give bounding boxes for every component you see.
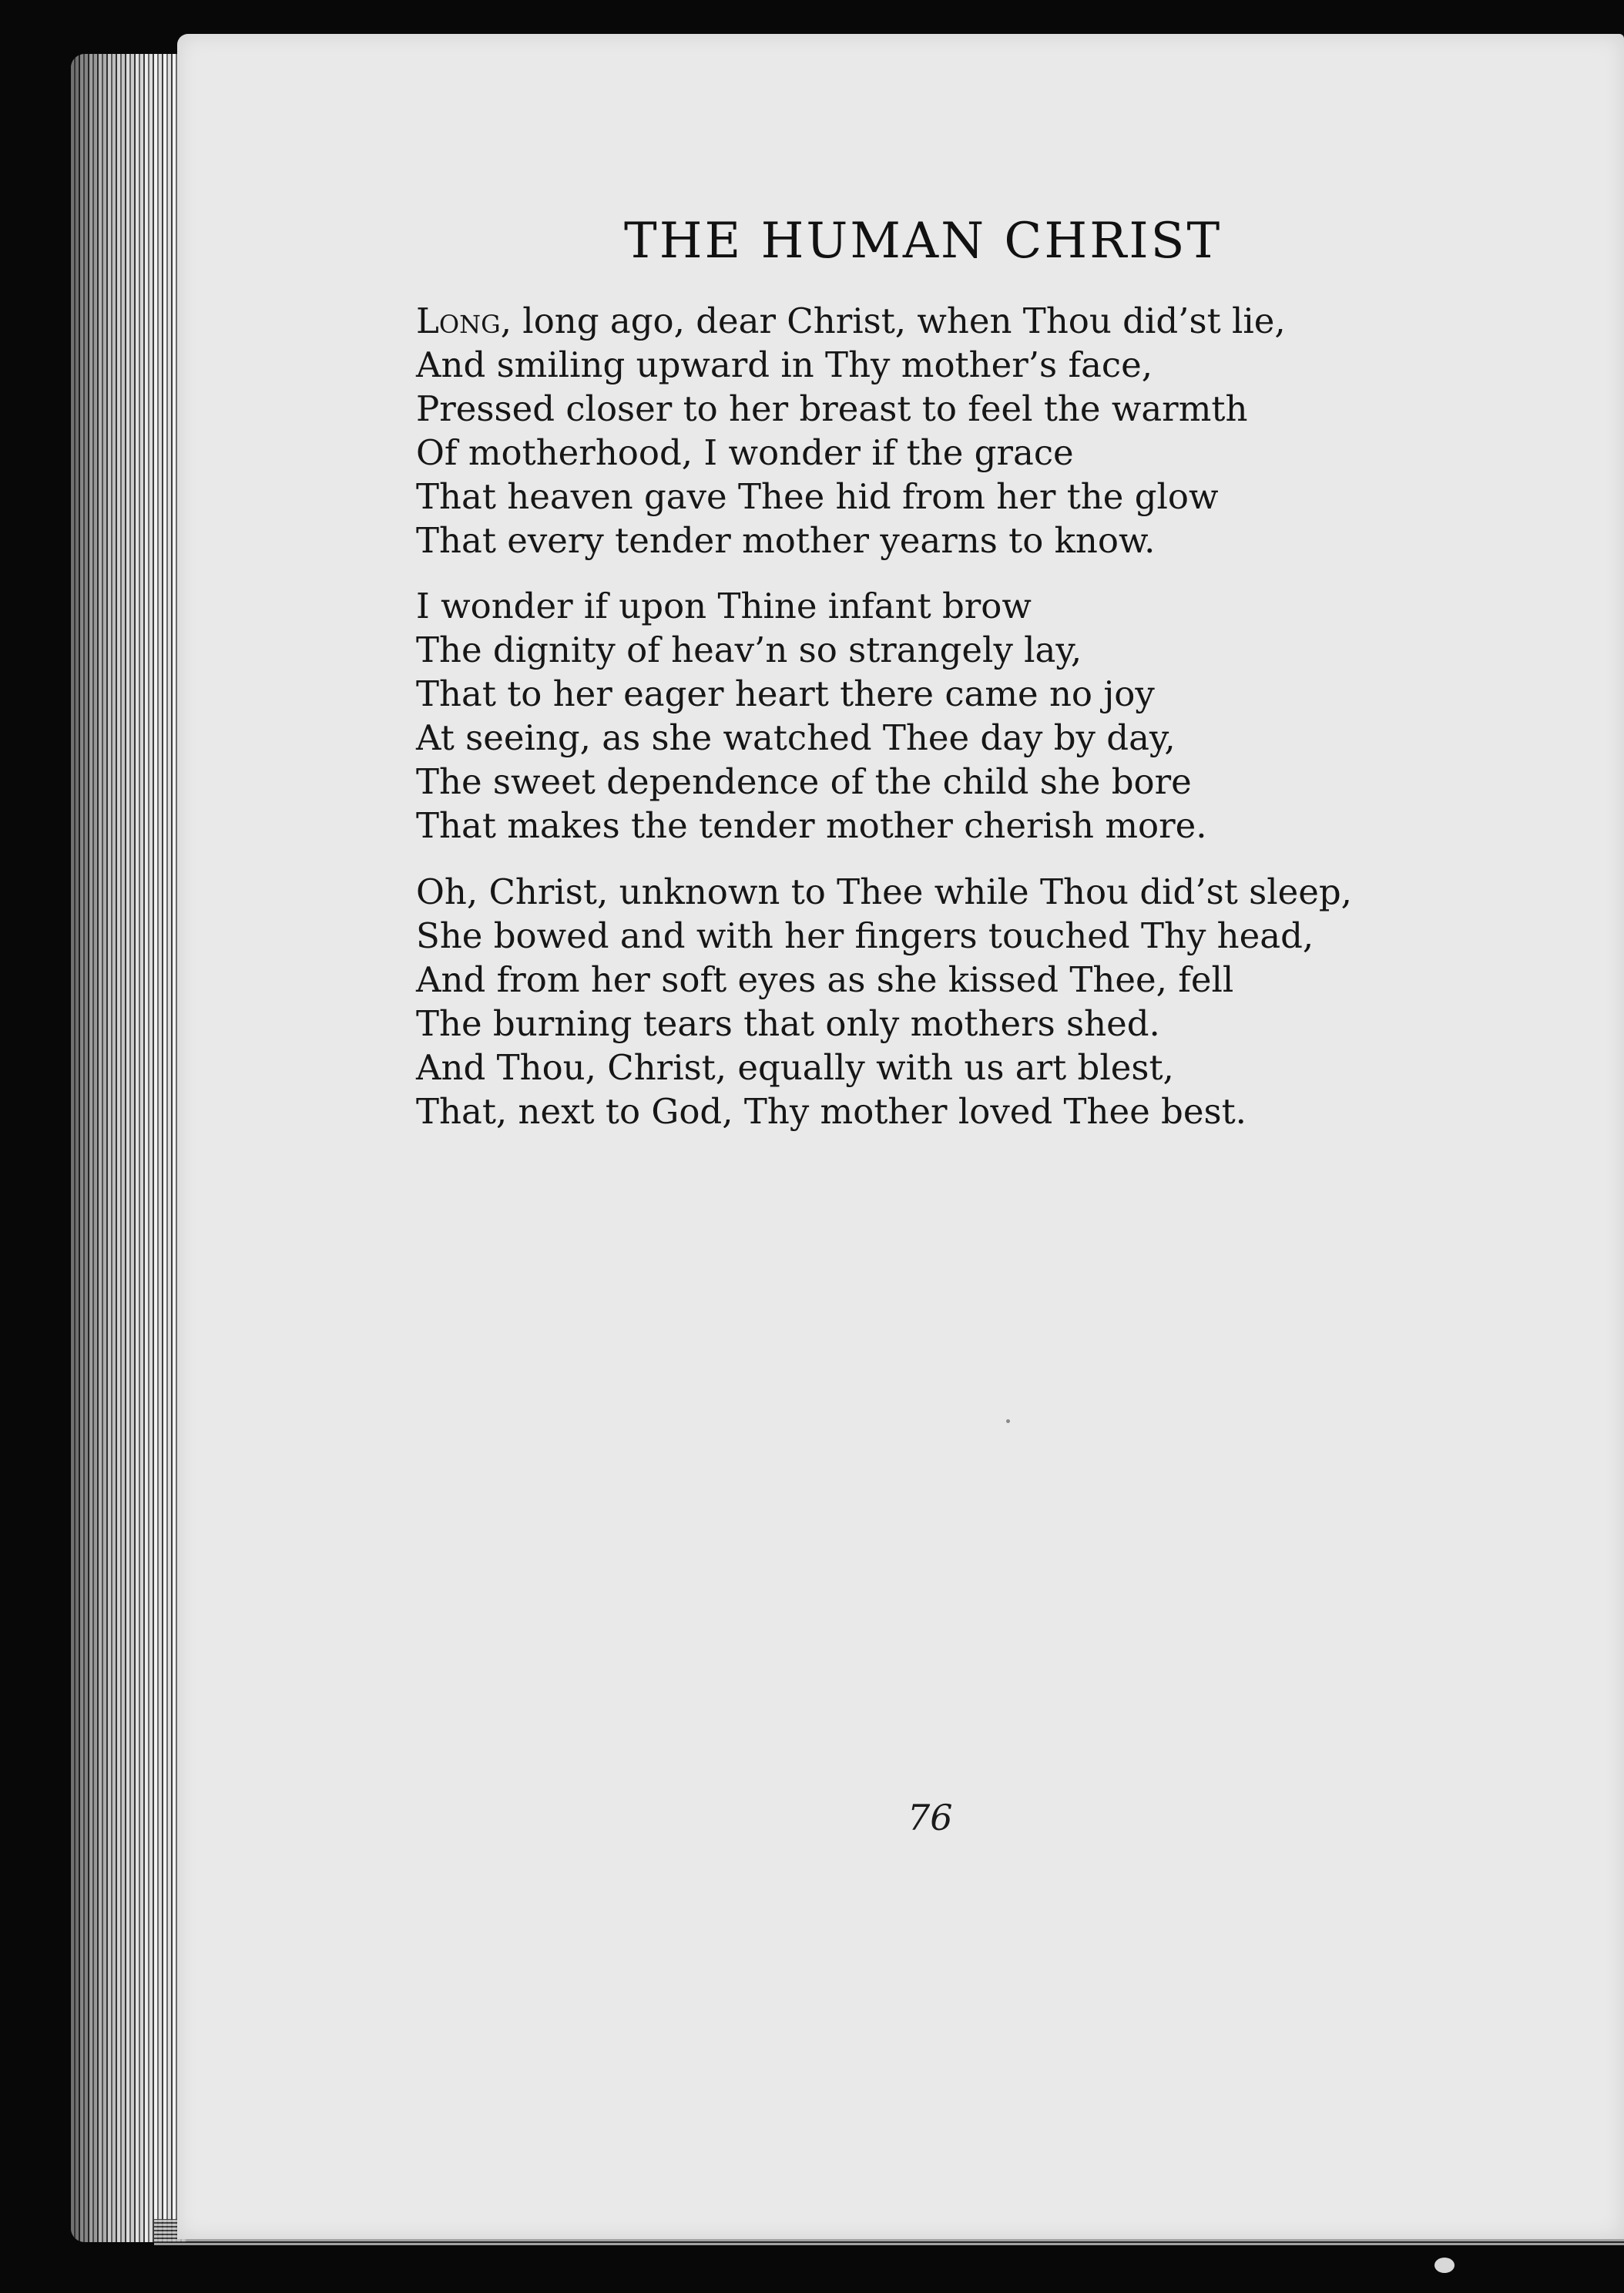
dust-speck [1434, 2258, 1455, 2273]
stanza-1-line-1 [416, 299, 1286, 343]
poem-title: THE HUMAN CHRIST [624, 213, 1223, 270]
stanza-2-line-2: The dignity of heav’n so strangely lay, [416, 629, 1082, 670]
stanza-3-line-2: She bowed and with her fingers touched Thy head, [416, 915, 1314, 956]
stanza-1-line-3: Pressed closer to her breast to feel the warmth [416, 388, 1248, 429]
stanza-3-line-5: And Thou, Christ, equally with us art blest, [416, 1047, 1174, 1088]
stanza-3-line-3: And from her soft eyes as she kissed Thee, fell [416, 959, 1234, 1000]
stanza-3 [416, 870, 1352, 1133]
stanza-2-line-3: That to her eager heart there came no joy [416, 673, 1155, 714]
stanza-1 [416, 299, 1286, 562]
stanza-3-line-6: That, next to God, Thy mother loved Thee best. [416, 1091, 1247, 1132]
stanza-2-line-5: The sweet dependence of the child she bore [416, 761, 1192, 802]
stanza-1-line-2: And smiling upward in Thy mother’s face, [416, 344, 1153, 385]
stanza-3-line-1: Oh, Christ, unknown to Thee while Thou did’st sleep, [416, 871, 1352, 912]
stanza-3-line-4: The burning tears that only mothers shed. [416, 1003, 1160, 1044]
stanza-1-line-5: That heaven gave Thee hid from her the glow [416, 476, 1219, 517]
stanza-2 [416, 584, 1207, 848]
dust-speck [1006, 1419, 1010, 1423]
page-edges-shadow [71, 54, 186, 2242]
page-number: 76 [908, 1797, 953, 1838]
line-text: , long ago, dear Christ, when Thou did’st lie, [500, 300, 1286, 341]
stanza-2-line-1: I wonder if upon Thine infant brow [416, 586, 1032, 626]
stanza-1-line-4: Of motherhood, I wonder if the grace [416, 432, 1074, 473]
stanza-1-line-6: That every tender mother yearns to know. [416, 520, 1156, 561]
stanza-2-line-6: That makes the tender mother cherish more. [416, 805, 1207, 846]
drop-word: Long [416, 300, 501, 341]
stanza-2-line-4: At seeing, as she watched Thee day by day, [416, 717, 1176, 758]
